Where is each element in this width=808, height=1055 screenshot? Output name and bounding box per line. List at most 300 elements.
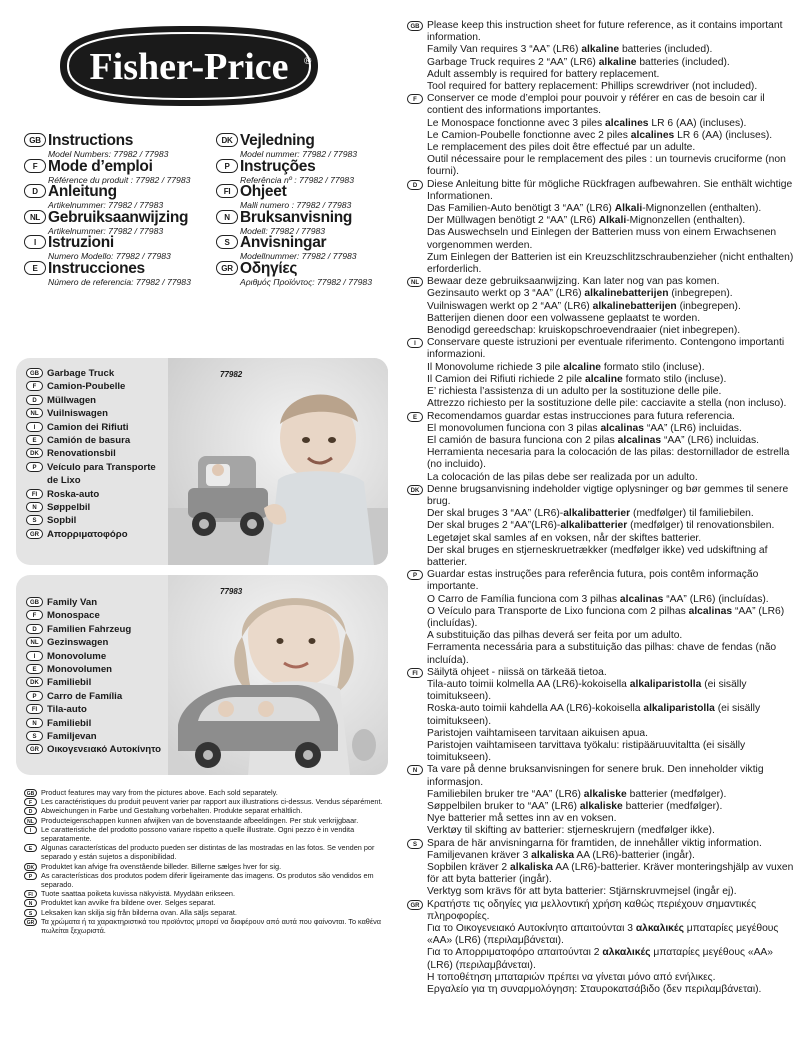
text-part: batteries (included). xyxy=(619,44,713,56)
battery-type: alkaline xyxy=(598,56,637,68)
language-badge-n: N xyxy=(407,765,423,775)
title-text: Istruzioni xyxy=(48,234,114,251)
instruction-line xyxy=(427,679,797,703)
language-badge-e: E xyxy=(26,435,43,445)
language-badge-n: N xyxy=(26,718,43,728)
instruction-line: A substituição das pilhas deverá ser feita por um adulto. xyxy=(427,630,683,642)
product-name-item xyxy=(26,677,161,690)
instruction-line xyxy=(427,606,797,630)
instruction-line: Tool required for battery replacement: Phillips screwdriver (not included). xyxy=(427,81,758,93)
title-text: Bruksanvisning xyxy=(240,208,353,226)
battery-type: alkalinebatterijen xyxy=(592,300,677,312)
text-part: Familjevanen kräver 3 xyxy=(427,849,532,861)
instruction-line xyxy=(427,862,797,886)
text-part: -Mignonzellen (enthalten). xyxy=(642,203,762,215)
language-badge-s: S xyxy=(26,731,43,741)
title xyxy=(24,260,206,278)
instruction-body xyxy=(427,20,797,93)
language-badge-s: S xyxy=(26,515,43,525)
language-badge-d: D xyxy=(407,180,423,190)
text-part: Das Familien-Auto benötigt 3 “AA” (LR6) xyxy=(427,203,615,215)
language-badge-gr: GR xyxy=(26,529,43,539)
instruction-section-gr xyxy=(407,899,797,997)
instruction-line xyxy=(427,374,797,386)
text-part: Der skal bruges 3 “AA” (LR6)- xyxy=(427,508,564,520)
product-name: de Lixo xyxy=(47,475,81,487)
product-name: Familiebil xyxy=(47,677,92,689)
model-number-text: Número de referencia: 77982 / 77983 xyxy=(48,276,191,287)
instruction-line: Das Auswechseln und Einlegen der Batterien muss von einem Erwachsenen vorgenommen werden. xyxy=(427,227,777,251)
title-text: Instructions xyxy=(48,132,134,149)
battery-type: alkaliparistolla xyxy=(629,678,702,690)
language-badge-s: S xyxy=(24,909,37,917)
model-number-text: Αριθμός Προϊόντος: 77982 / 77983 xyxy=(240,276,372,287)
language-badge-i: I xyxy=(407,338,423,348)
product-name-item xyxy=(26,610,161,623)
instruction-body xyxy=(427,93,797,178)
note-gb xyxy=(24,788,394,797)
battery-type: αλκαλικές xyxy=(602,947,651,959)
registered-mark: ® xyxy=(304,56,312,67)
product-name-item xyxy=(26,731,161,744)
title-text: Gebruiksaanwijzing xyxy=(48,208,189,226)
instruction-line: Conserver ce mode d’emploi pour pouvoir y référer en cas de besoin car il contient des informations importantes. xyxy=(427,93,765,117)
language-badge-gr: GR xyxy=(216,261,238,275)
text-part: (medfølger) til familiebilen. xyxy=(630,508,754,520)
product-name: Tila-auto xyxy=(47,704,87,716)
text-part: “AA” (LR6) incluidas. xyxy=(661,434,759,446)
title xyxy=(216,209,398,227)
language-badge-e: E xyxy=(24,261,46,275)
instruction-line: Verktøy til skifting av batterier: stjerneskrujern (medfølger ikke). xyxy=(427,825,715,837)
note-text: Le caratteristiche del prodotto possono variare rispetto a quelle illustrate. Ogni pezzo è in vendita separatamente. xyxy=(41,824,355,844)
instruction-body xyxy=(427,337,797,410)
title-text: Vejledning xyxy=(240,132,315,149)
language-badge-d: D xyxy=(24,807,37,815)
text-part: El monovolumen funciona con 3 pilas xyxy=(427,422,601,434)
instruction-line: Der skal bruges en stjerneskruetrækker (medfølger ikke) ved udskiftning af batterier. xyxy=(427,544,768,568)
note-text: Produktet kan avvike fra bildene over. Selges separat. xyxy=(41,898,216,908)
note-text: Produktet kan afvige fra ovenstående billeder. Billerne sælges hver for sig. xyxy=(41,861,282,871)
title-text: Οδηγίες xyxy=(240,259,298,277)
instruction-line: Paristojen vaihtamiseen tarvittava työkalu: ristipääruuvitaltta (ei sisälly toimitukseen). xyxy=(427,739,746,764)
model-number-text: Model Numbers: 77982 / 77983 xyxy=(48,149,169,159)
instruction-body xyxy=(427,764,797,837)
instruction-line: Η τοποθέτηση μπαταριών πρέπει να γίνεται μόνο από ενήλικες. xyxy=(427,971,716,983)
note-gr xyxy=(24,917,394,935)
instruction-line xyxy=(427,435,797,447)
instruction-line xyxy=(427,44,797,56)
child-with-family-van-photo xyxy=(168,575,388,775)
product-name-item xyxy=(26,718,161,731)
text-part: (ei sisälly toimitukseen). xyxy=(427,703,761,727)
language-badge-n: N xyxy=(24,899,37,907)
product-name: Roska-auto xyxy=(47,488,100,500)
language-badge-gr: GR xyxy=(26,744,43,754)
instruction-line: Batterijen dienen door een volwassene geplaatst te worden. xyxy=(427,312,701,324)
note-text: Les caractéristiques du produit peuvent varier par rapport aux illustrations ci-dessus. Vendus séparément. xyxy=(41,797,383,807)
title-block-p xyxy=(216,158,398,184)
product-name: Gezinswagen xyxy=(47,637,109,649)
title xyxy=(24,183,206,201)
text-part: O Carro de Família funciona com 3 pilhas xyxy=(427,593,620,605)
model-number-text: Model nummer: 77982 / 77983 xyxy=(240,149,358,159)
title-block-dk xyxy=(216,132,398,158)
text-part: AA (LR6)-batterier (ingår). xyxy=(574,849,695,861)
instruction-line: Herramienta necesaria para la colocación de las pilas: destornillador de estrella (no incluido). xyxy=(427,447,790,471)
instruction-line: Ta vare på denne bruksanvisningen for senere bruk. Den inneholder viktig informasjon. xyxy=(427,764,764,788)
language-badge-f: F xyxy=(407,94,423,104)
text-part: Il Camion dei Rifiuti richiede 2 pile xyxy=(427,373,585,385)
language-badge-i: I xyxy=(26,651,43,661)
language-badge-f: F xyxy=(26,381,43,391)
battery-type: alkaliska xyxy=(510,862,553,874)
instruction-body xyxy=(427,667,797,765)
instruction-line: Legetøjet skal samles af en voksen, når der skiftes batterier. xyxy=(427,532,702,544)
instruction-body xyxy=(427,179,797,277)
title xyxy=(216,158,398,176)
instruction-line xyxy=(427,362,797,374)
product-name-item xyxy=(26,448,156,461)
product-name-item xyxy=(26,462,156,475)
text-part: Familiebilen bruker tre “AA” (LR6) xyxy=(427,788,584,800)
note-text: Tuote saattaa poiketa kuvissa näkyvistä. Myydään erikseen. xyxy=(41,889,236,899)
text-part: Le Monospace fonctionne avec 3 piles xyxy=(427,117,606,129)
model-number-text: Référence du produit : 77982 / 77983 xyxy=(48,174,191,185)
instruction-line: Bewaar deze gebruiksaanwijzing. Kan later nog van pas komen. xyxy=(427,276,720,288)
instruction-body xyxy=(427,899,797,997)
language-badge-gb: GB xyxy=(26,597,43,607)
instruction-line xyxy=(427,801,797,813)
title-block-n xyxy=(216,209,398,235)
language-badge-nl: NL xyxy=(407,277,423,287)
product-name-item xyxy=(26,381,156,394)
language-badge-d: D xyxy=(24,184,46,198)
title xyxy=(216,234,398,252)
product-name-item xyxy=(26,515,156,528)
text-part: Tila-auto toimii kolmella AA (LR6)-kokoisella xyxy=(427,678,630,690)
text-part: “AA” (LR6) (incluídas). xyxy=(427,605,785,629)
battery-type: alkalibatterier xyxy=(560,520,628,532)
text-part: Der Müllwagen benötigt 2 “AA” (LR6) xyxy=(427,215,599,227)
text-part: batterier (medfølger). xyxy=(622,801,723,812)
instruction-line xyxy=(427,947,797,971)
instruction-section-p xyxy=(407,569,797,667)
instruction-line: Adult assembly is required for battery replacement. xyxy=(427,68,660,80)
instruction-line: Εργαλείο για τη συναρμολόγηση: Σταυροκατσάβιδο (δεν περιλαμβάνεται). xyxy=(427,984,762,996)
instruction-line xyxy=(427,423,797,435)
text-part: Søppelbilen bruker to “AA” (LR6) xyxy=(427,801,580,812)
product-name: Garbage Truck xyxy=(47,368,115,379)
instruction-line xyxy=(427,130,797,142)
instruction-section-s xyxy=(407,838,797,899)
instruction-line: Diese Anleitung bitte für mögliche Rückfragen aufbewahren. Sie enthält wichtige Informationen. xyxy=(427,178,793,202)
product-name-item xyxy=(26,651,161,664)
instruction-line: Spara de här anvisningarna för framtiden, de innehåller viktig information. xyxy=(427,837,762,849)
language-badge-p: P xyxy=(26,691,43,701)
product-name: Renovationsbil xyxy=(47,448,116,460)
text-part: Roska-auto toimii kahdella AA (LR6)-kokoisella xyxy=(427,703,644,715)
product-name: Family Van xyxy=(47,597,98,608)
note-text: Product features may vary from the pictures above. Each sold separately. xyxy=(41,788,278,797)
text-part: formato stilo (incluse). xyxy=(622,373,727,385)
instruction-body xyxy=(427,484,797,569)
language-badge-f: F xyxy=(24,159,46,173)
product-name-item xyxy=(26,664,161,677)
language-badge-p: P xyxy=(216,159,238,173)
instruction-section-i xyxy=(407,337,797,410)
language-badge-fi: FI xyxy=(24,890,37,898)
language-badge-n: N xyxy=(216,210,238,224)
instruction-line: La colocación de las pilas debe ser realizada por un adulto. xyxy=(427,471,698,483)
language-badge-fi: FI xyxy=(216,184,238,198)
instruction-line xyxy=(427,203,797,215)
text-part: Gezinsauto werkt op 3 “AA” (LR6) xyxy=(427,288,585,300)
battery-type: Alkali xyxy=(614,203,643,215)
battery-type: alcalines xyxy=(630,129,675,141)
text-part: Vuilniswagen werkt op 2 “AA” (LR6) xyxy=(427,300,593,312)
text-part: “AA” (LR6) incluidas. xyxy=(643,422,742,434)
note-s xyxy=(24,908,394,917)
product-name-item xyxy=(26,597,161,610)
instruction-section-nl xyxy=(407,276,797,337)
text-part: El camión de basura funciona con 2 pilas xyxy=(427,434,618,446)
language-badge-d: D xyxy=(26,395,43,405)
note-i xyxy=(24,825,394,843)
product-name: Camion dei Rifiuti xyxy=(47,421,129,433)
instruction-line xyxy=(427,703,797,727)
instruction-line: Κρατήστε τις οδηγίες για μελλοντική χρήση καθώς περιέχουν σημαντικές πληροφορίες. xyxy=(427,898,757,922)
product-name-item xyxy=(26,368,156,381)
titles-left-column xyxy=(24,132,206,285)
language-badge-s: S xyxy=(407,839,423,849)
instruction-line xyxy=(427,923,797,947)
language-badge-gb: GB xyxy=(407,21,423,31)
text-part: batterier (medfølger). xyxy=(626,788,727,800)
instruction-line xyxy=(427,288,797,300)
product-disclaimer-notes xyxy=(24,788,394,935)
language-badge-i: I xyxy=(26,422,43,432)
product-name-item xyxy=(26,637,161,650)
product-name: Veículo para Transporte xyxy=(47,461,156,473)
product-name: Camión de basura xyxy=(47,434,131,446)
language-badge-gr: GR xyxy=(24,918,37,926)
instruction-line: E’ richiesta l’assistenza di un adulto per la sostituzione delle pile. xyxy=(427,386,722,398)
product-name: Monovolumen xyxy=(47,663,113,675)
instruction-line xyxy=(427,594,797,606)
language-badge-gr: GR xyxy=(407,900,423,910)
product-name-item xyxy=(26,502,156,515)
battery-type: Alkali xyxy=(598,215,627,227)
instruction-line xyxy=(427,118,797,130)
product-name: Vuilniswagen xyxy=(47,408,108,420)
instruction-line xyxy=(427,850,797,862)
battery-type: alcaline xyxy=(563,361,601,373)
product-panel-garbage-truck xyxy=(16,358,388,565)
title-text: Anvisningar xyxy=(240,234,327,251)
title-text: Ohjeet xyxy=(240,183,287,200)
language-badge-fi: FI xyxy=(26,489,43,499)
title xyxy=(24,132,206,150)
language-badge-i: I xyxy=(24,235,46,249)
battery-type: alkalinebatterijen xyxy=(584,288,669,300)
instruction-line xyxy=(427,57,797,69)
model-number-text: Modell: 77982 / 77983 xyxy=(240,225,326,236)
language-badge-d: D xyxy=(26,624,43,634)
title-text: Anleitung xyxy=(48,183,117,200)
battery-type: alcaline xyxy=(584,373,623,385)
text-part: Family Van requires 3 “AA” (LR6) xyxy=(427,44,582,56)
text-part: Για το Απορριματοφόρο απαιτούνται 2 xyxy=(427,947,603,959)
battery-type: alcalinas xyxy=(619,593,664,605)
instruction-line xyxy=(427,789,797,801)
instruction-line: Paristojen vaihtamiseen tarvitaan aikuisen apua. xyxy=(427,727,648,739)
text-part: μπαταρίες μεγέθους «AA» (LR6) (περιλαμβάνεται). xyxy=(427,923,779,947)
language-badge-n: N xyxy=(26,502,43,512)
product-name-item xyxy=(26,489,156,502)
language-badge-e: E xyxy=(26,664,43,674)
title-block-gb xyxy=(24,132,206,158)
battery-type: alkaliska xyxy=(531,849,575,861)
instruction-section-gb xyxy=(407,20,797,93)
battery-type: alcalinas xyxy=(617,434,662,446)
instruction-line: Ferramenta necessária para a substituição das pilhas: chave de fendas (não incluída). xyxy=(427,642,777,666)
instruction-line: Attrezzo richiesto per la sostituzione delle pile: cacciavite a stella (non incluso). xyxy=(427,398,787,410)
instruction-body xyxy=(427,838,797,899)
product-name-item xyxy=(26,435,156,448)
title-block-d xyxy=(24,183,206,209)
note-e xyxy=(24,843,394,861)
text-part: (inbegrepen). xyxy=(668,288,733,300)
product-name: Sopbil xyxy=(47,515,77,527)
title-block-s xyxy=(216,234,398,260)
instruction-line: Guardar estas instruções para referência futura, pois contêm informação importante. xyxy=(427,569,759,593)
product-name: Müllwagen xyxy=(47,394,97,406)
product-name-list xyxy=(26,597,161,758)
text-part: Για το Οικογενειακό Αυτοκίνητο απαιτούνται 3 xyxy=(427,923,636,935)
model-number-text: Artikelnummer: 77982 / 77983 xyxy=(48,225,164,236)
text-part: “AA” (LR6) (incluídas). xyxy=(663,593,769,605)
language-badge-dk: DK xyxy=(26,448,43,458)
title xyxy=(24,209,206,227)
model-number-text: Referência nº : 77982 / 77983 xyxy=(240,174,354,185)
note-dk xyxy=(24,862,394,871)
text-part: LR 6 (AA) (incluses). xyxy=(648,117,747,129)
title xyxy=(24,158,206,176)
title-text: Mode d’emploi xyxy=(48,157,153,175)
language-badge-nl: NL xyxy=(26,408,43,418)
instruction-section-d xyxy=(407,179,797,277)
note-text: Producteigenschappen kunnen afwijken van de bovenstaande afbeeldingen. Per stuk verkrijgbaar. xyxy=(41,815,359,825)
text-part: AA (LR6)-batterier. Kräver monteringshjälp av vuxen för att byta batterier (ingår). xyxy=(427,862,794,886)
language-badge-dk: DK xyxy=(407,485,423,495)
instruction-section-n xyxy=(407,764,797,837)
battery-type: alcalinas xyxy=(600,422,644,434)
note-text: Abweichungen in Farbe und Gestaltung vorbehalten. Produkte separat erhältlich. xyxy=(41,806,303,816)
product-panel-family-van xyxy=(16,575,388,775)
instruction-line: Zum Einlegen der Batterien ist ein Kreuzschlitzschraubenzieher (nicht enthalten) erforderlich. xyxy=(427,251,794,276)
text-part: Il Monovolume richiede 3 pile xyxy=(427,361,564,373)
brand-name: Fisher-Price xyxy=(89,46,289,88)
language-badge-i: I xyxy=(24,826,37,834)
note-text: As características dos produtos podem diferir ligeiramente das imagens. Os produtos são vendidos em separado. xyxy=(41,870,374,890)
instruction-line: Denne brugsanvisning indeholder vigtige oplysninger og bør gemmes til senere brug. xyxy=(427,483,789,507)
language-badge-dk: DK xyxy=(26,677,43,687)
language-badge-gb: GB xyxy=(24,789,37,797)
instruction-line: Verktyg som krävs för att byta batterier: Stjärnskruvmejsel (ingår ej). xyxy=(427,886,737,898)
text-part: formato stilo (incluse). xyxy=(601,361,705,373)
instruction-line: Säilytä ohjeet - niissä on tärkeää tietoa. xyxy=(427,666,607,678)
text-part: (medfølger) til renovationsbilen. xyxy=(627,520,775,532)
language-badge-nl: NL xyxy=(24,817,37,825)
instruction-body xyxy=(427,411,797,484)
text-part: μπαταρίες μεγέθους «AA» (LR6) (περιλαμβάνεται). xyxy=(427,947,774,971)
language-badge-f: F xyxy=(24,798,37,806)
text-part: Garbage Truck requires 2 “AA” (LR6) xyxy=(427,56,599,68)
language-badge-nl: NL xyxy=(24,210,46,224)
language-badge-dk: DK xyxy=(216,133,238,147)
language-badge-gb: GB xyxy=(24,133,46,147)
product-name-list xyxy=(26,368,156,542)
note-p xyxy=(24,871,394,889)
language-badge-f: F xyxy=(26,610,43,620)
battery-type: alcalinas xyxy=(688,605,733,617)
language-badge-fi: FI xyxy=(407,668,423,678)
language-badge-p: P xyxy=(26,462,43,472)
battery-type: alkaliske xyxy=(583,788,627,800)
title xyxy=(24,234,206,252)
title-text: Instruções xyxy=(240,157,316,175)
language-badge-s: S xyxy=(216,235,238,249)
text-part: batteries (included). xyxy=(636,56,730,68)
title xyxy=(216,132,398,150)
title-block-f xyxy=(24,158,206,184)
language-badge-gb: GB xyxy=(26,368,43,378)
product-name-item xyxy=(26,422,156,435)
text-part: Der skal bruges 2 “AA”(LR6)- xyxy=(427,520,561,532)
product-name-item xyxy=(26,744,161,757)
product-name-item xyxy=(26,691,161,704)
battery-type: alkaline xyxy=(581,44,620,56)
product-name-item xyxy=(26,529,156,542)
instruction-line xyxy=(427,520,797,532)
product-name: Familien Fahrzeug xyxy=(47,623,132,635)
product-name: Familiebil xyxy=(47,717,92,729)
text-part: Sopbilen kräver 2 xyxy=(427,862,510,874)
instruction-line xyxy=(427,508,797,520)
battery-type: alkaliske xyxy=(579,801,623,812)
text-part: LR 6 (AA) (incluses). xyxy=(674,129,773,141)
language-badge-nl: NL xyxy=(26,637,43,647)
product-name-item xyxy=(26,704,161,717)
product-number: 77982 xyxy=(220,370,243,379)
text-part: (inbegrepen). xyxy=(676,300,741,312)
title xyxy=(216,183,398,201)
instruction-line: Nye batterier må settes inn av en voksen. xyxy=(427,813,617,825)
product-name-item xyxy=(26,408,156,421)
instruction-line xyxy=(427,215,797,227)
product-number: 77983 xyxy=(220,587,243,596)
title-block-e xyxy=(24,260,206,286)
title-block-nl xyxy=(24,209,206,235)
language-badge-e: E xyxy=(24,844,37,852)
battery-type: alkalibatterier xyxy=(563,508,631,520)
battery-instructions xyxy=(407,20,797,996)
instruction-section-fi xyxy=(407,667,797,765)
battery-type: alkaliparistolla xyxy=(643,703,715,715)
text-part: (ei sisälly toimitukseen). xyxy=(427,678,747,703)
instruction-line: Le remplacement des piles doit être effectué par un adulte. xyxy=(427,142,696,154)
